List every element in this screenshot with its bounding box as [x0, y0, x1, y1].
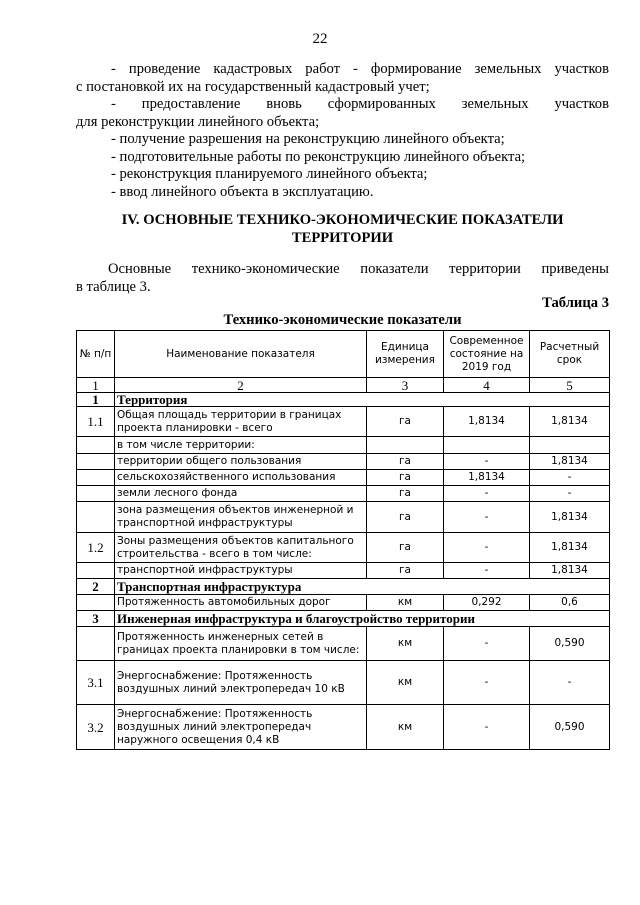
- header-cell: № п/п: [77, 331, 115, 378]
- table-row: [77, 705, 610, 750]
- current-value: -: [444, 661, 530, 705]
- row-number: 3.2: [77, 705, 115, 750]
- column-number: 4: [444, 378, 530, 393]
- current-value: 0,292: [444, 595, 530, 611]
- indicator-name: Энергоснабжение: Протяженность воздушных линий электропередач 10 кВ: [115, 661, 367, 705]
- header-cell: Наименование показателя: [115, 331, 367, 378]
- column-number: 1: [77, 378, 115, 393]
- indicator-name: транспортной инфраструктуры: [115, 563, 367, 579]
- unit-cell: га: [367, 486, 444, 502]
- target-value: 1,8134: [530, 407, 610, 437]
- current-value: -: [444, 454, 530, 470]
- row-number: 1.2: [77, 533, 115, 563]
- section-title: Инженерная инфраструктура и благоустройство территории: [115, 611, 610, 627]
- unit-cell: км: [367, 595, 444, 611]
- target-value: [530, 437, 610, 454]
- unit-cell: га: [367, 502, 444, 533]
- table-row: [77, 661, 610, 705]
- indicator-name: Общая площадь территории в границах проекта планировки - всего: [115, 407, 367, 437]
- current-value: 1,8134: [444, 407, 530, 437]
- indicator-name: Энергоснабжение: Протяженность воздушных линий электропередач наружного освещения 0,4 кВ: [115, 705, 367, 750]
- table-row: [77, 470, 610, 486]
- indicators-table: [76, 330, 610, 750]
- list-item: - предоставление вновь сформированных земельных участков: [111, 96, 609, 112]
- list-item: - реконструкция планируемого линейного объекта;: [111, 166, 428, 182]
- row-number: 3.1: [77, 661, 115, 705]
- intro-line: Основные технико-экономические показатели территории приведены: [108, 261, 609, 277]
- target-value: 1,8134: [530, 563, 610, 579]
- list-item: для реконструкции линейного объекта;: [76, 113, 320, 130]
- row-number: 1.1: [77, 407, 115, 437]
- column-number: 2: [115, 378, 367, 393]
- header-cell: Современное состояние на 2019 год: [444, 331, 530, 378]
- indicator-name: земли лесного фонда: [115, 486, 367, 502]
- unit-cell: км: [367, 661, 444, 705]
- section-heading-line: ТЕРРИТОРИИ: [291, 230, 394, 246]
- row-number: [77, 627, 115, 661]
- row-number: [77, 595, 115, 611]
- indicator-name: зона размещения объектов инженерной и транспортной инфраструктуры: [115, 502, 367, 533]
- unit-cell: га: [367, 470, 444, 486]
- row-number: [77, 454, 115, 470]
- table-number: Таблица 3: [542, 295, 609, 311]
- unit-cell: га: [367, 563, 444, 579]
- table-row: [77, 595, 610, 611]
- row-number: [77, 502, 115, 533]
- current-value: -: [444, 563, 530, 579]
- indicator-name: Протяженность инженерных сетей в границах проекта планировки в том числе:: [115, 627, 367, 661]
- table-row: [77, 502, 610, 533]
- unit-cell: км: [367, 627, 444, 661]
- unit-cell: км: [367, 705, 444, 750]
- row-number: 1: [77, 393, 115, 407]
- table-row: [77, 437, 610, 454]
- target-value: 0,590: [530, 627, 610, 661]
- table-row: [77, 454, 610, 470]
- table-row: [77, 407, 610, 437]
- current-value: 1,8134: [444, 470, 530, 486]
- list-item: - проведение кадастровых работ - формирование земельных участков: [111, 61, 609, 77]
- target-value: 1,8134: [530, 502, 610, 533]
- table-header-row: [77, 331, 610, 378]
- target-value: -: [530, 661, 610, 705]
- table-row: [77, 627, 610, 661]
- unit-cell: га: [367, 533, 444, 563]
- intro-paragraph: [76, 261, 609, 296]
- target-value: 1,8134: [530, 454, 610, 470]
- intro-line: в таблице 3.: [76, 278, 151, 295]
- table-row: [77, 563, 610, 579]
- table-title: Технико-экономические показатели: [223, 312, 462, 328]
- row-number: 2: [77, 579, 115, 595]
- indicator-name: в том числе территории:: [115, 437, 367, 454]
- list-item: - получение разрешения на реконструкцию линейного объекта;: [111, 131, 505, 147]
- table-row: [77, 533, 610, 563]
- row-number: [77, 437, 115, 454]
- section-title: Транспортная инфраструктура: [115, 579, 610, 595]
- section-row: [77, 611, 610, 627]
- stages-list: [76, 61, 609, 201]
- current-value: -: [444, 502, 530, 533]
- section-row: [77, 579, 610, 595]
- current-value: [444, 437, 530, 454]
- section-title: Территория: [115, 393, 610, 407]
- unit-cell: га: [367, 454, 444, 470]
- target-value: -: [530, 486, 610, 502]
- page-number: 22: [312, 31, 328, 47]
- current-value: -: [444, 486, 530, 502]
- unit-cell: [367, 437, 444, 454]
- list-item: - подготовительные работы по реконструкцию линейного объекта;: [111, 148, 526, 165]
- section-row: [77, 393, 610, 407]
- row-number: [77, 470, 115, 486]
- section-heading: [76, 211, 609, 247]
- indicator-name: Протяженность автомобильных дорог: [115, 595, 367, 611]
- list-item: с постановкой их на государственный кадастровый учет;: [76, 78, 430, 95]
- target-value: 1,8134: [530, 533, 610, 563]
- header-cell: Единица измерения: [367, 331, 444, 378]
- column-number: 5: [530, 378, 610, 393]
- header-cell: Расчетный срок: [530, 331, 610, 378]
- row-number: 3: [77, 611, 115, 627]
- indicator-name: сельскохозяйственного использования: [115, 470, 367, 486]
- current-value: -: [444, 533, 530, 563]
- current-value: -: [444, 705, 530, 750]
- column-number: 3: [367, 378, 444, 393]
- target-value: 0,590: [530, 705, 610, 750]
- indicator-name: территории общего пользования: [115, 454, 367, 470]
- current-value: -: [444, 627, 530, 661]
- target-value: 0,6: [530, 595, 610, 611]
- indicator-name: Зоны размещения объектов капитального строительства - всего в том числе:: [115, 533, 367, 563]
- section-heading-line: IV. ОСНОВНЫЕ ТЕХНИКО-ЭКОНОМИЧЕСКИЕ ПОКАЗАТЕЛИ: [121, 212, 564, 228]
- row-number: [77, 486, 115, 502]
- row-number: [77, 563, 115, 579]
- column-number-row: [77, 378, 610, 393]
- unit-cell: га: [367, 407, 444, 437]
- list-item: - ввод линейного объекта в эксплуатацию.: [111, 183, 374, 200]
- table-row: [77, 486, 610, 502]
- target-value: -: [530, 470, 610, 486]
